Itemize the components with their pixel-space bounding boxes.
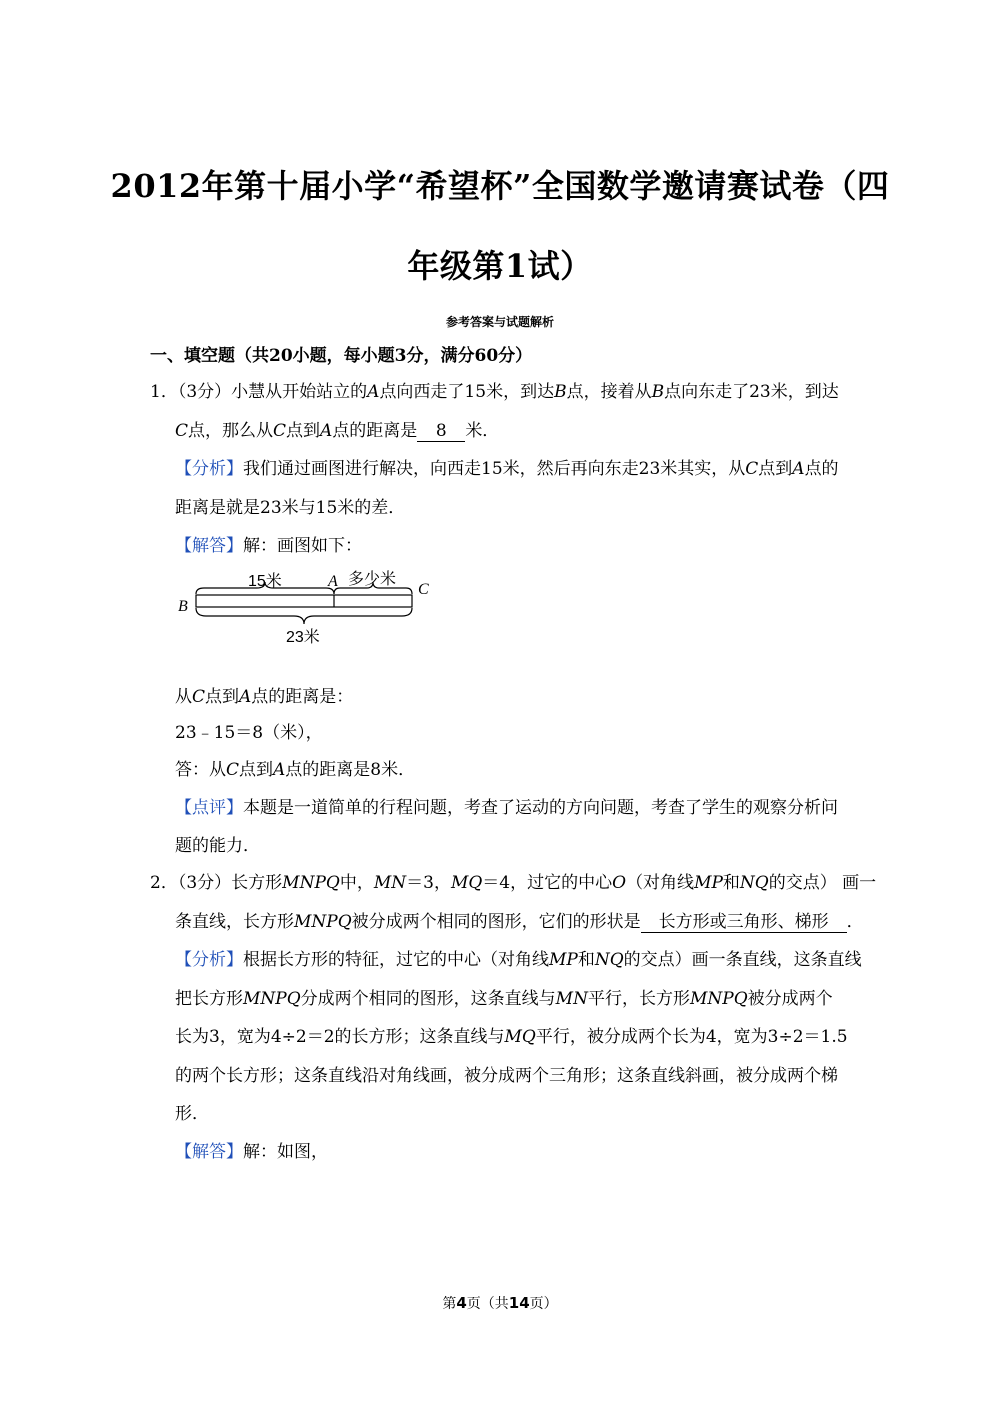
q2-analysis-line-1 [175,948,862,972]
q2-solution-line [175,1140,328,1164]
q2-text: 被分成两个相同的图形，它们的形状是 [351,912,641,932]
diagonal-nq-var: NQ [739,873,769,893]
q1-comment-line-2: 题的能力． [175,836,260,856]
q2-text: ＝3， [406,873,451,893]
section-heading: 一、填空题（共20小题，每小题3分，满分60分） [150,346,533,366]
label-c: C [418,581,429,598]
point-a-var: A [273,760,286,780]
point-a-var: A [239,687,252,707]
label-a: A [328,573,338,590]
q1-text: 米． [465,421,500,441]
q1-text: 小慧从开始站立的 [231,382,368,402]
point-c-var: C [175,421,189,441]
q2-analysis-line-3 [175,1025,848,1049]
q2-text: 被分成两个 [747,989,833,1009]
q2-text: ． [846,912,864,932]
diagonal-mp-var: MP [549,950,578,970]
q2-text: 和 [722,873,740,893]
analysis-tag: 【分析】 [175,459,243,479]
q1-text: 点到 [239,760,274,780]
q1-text: 解：画图如下： [243,536,362,556]
center-o-var: O [612,873,627,893]
point-c-var: C [273,421,287,441]
point-b-var: B [651,382,665,402]
q1-analysis-line-1 [175,457,839,481]
q2-stem-line-1 [150,871,876,895]
q2-text: 解：如图， [243,1142,328,1162]
page-footer [0,1294,1000,1313]
point-a-var: A [792,459,805,479]
point-a-var: A [320,421,333,441]
q1-step-2: 23﹣15＝8（米）， [175,723,323,743]
diagonal-nq-var: NQ [594,950,624,970]
q2-text: （对角线 [626,873,695,893]
q2-answer-blank: 长方形或三角形、梯形 [641,912,847,933]
q2-text: 长方形 [231,873,283,893]
point-c-var: C [192,687,206,707]
side-mn-var: MN [373,873,407,893]
footer-text: 页（共 [466,1296,509,1312]
point-c-var: C [745,459,759,479]
label-15m: 15米 [248,573,282,590]
q1-text: 我们通过画图进行解决，向西走15米，然后再向东走23米其实，从 [243,459,746,479]
q1-text: 答：从 [175,760,226,780]
label-b: B [178,598,188,615]
q2-text: 和 [577,950,595,970]
rect-mnpq-var: MNPQ [282,873,340,893]
q2-text: 中， [339,873,374,893]
brace-23m [196,608,412,624]
q1-text: 点到 [205,687,240,707]
current-page-number: 4 [456,1294,467,1312]
q1-text: 点到 [286,421,321,441]
q2-text: 根据长方形的特征，过它的中心（对角线 [243,950,549,970]
point-b-var: B [554,382,567,402]
q1-text: 点的距离是 [332,421,418,441]
q1-step-1 [175,685,353,709]
side-mq-var: MQ [504,1027,536,1047]
q1-text: 点的距离是8米． [285,760,416,780]
point-a-var: A [367,382,380,402]
q1-number: 1． [150,382,178,402]
rect-mnpq-var: MNPQ [243,989,301,1009]
q1-analysis-line-2: 距离是就是23米与15米的差． [175,498,406,518]
diagonal-mp-var: MP [694,873,723,893]
total-pages: 14 [508,1294,530,1312]
q1-comment-line-1 [175,796,838,820]
q2-text: 分成两个相同的图形，这条直线与 [300,989,556,1009]
q1-text: 点，那么从 [188,421,274,441]
q1-text: 点的 [804,459,839,479]
q2-text: 长为3，宽为4÷2＝2的长方形；这条直线与 [175,1027,505,1047]
q1-text: 点到 [758,459,793,479]
q1-answer-blank: 8 [417,421,465,442]
solution-tag: 【解答】 [175,1142,243,1162]
q2-analysis-line-5: 形． [175,1104,209,1124]
q1-text: 点向西走了15米，到达 [379,382,555,402]
q2-text: 平行，被分成两个长为4，宽为3÷2＝1.5 [535,1027,848,1047]
q1-solution-line [175,534,362,558]
q2-text: 条直线，长方形 [175,912,294,932]
point-c-var: C [226,760,240,780]
rect-mnpq-var: MNPQ [294,912,352,932]
q2-text: 的交点）画一条直线，这条直线 [623,950,862,970]
distance-diagram [172,562,442,652]
q2-text: 把长方形 [175,989,243,1009]
q2-text: 平行，长方形 [587,989,690,1009]
rect-mnpq-var: MNPQ [689,989,748,1009]
side-mq-var: MQ [450,873,483,893]
q2-analysis-line-2 [175,987,833,1011]
analysis-tag: 【分析】 [175,950,243,970]
q1-text: 点向东走了23米，到达 [664,382,839,402]
side-mn-var: MN [555,989,588,1009]
q1-text: 从 [175,687,192,707]
q1-stem-line-1 [150,380,839,404]
document-title-line-2: 年级第1试） [407,247,593,285]
document-subtitle: 参考答案与试题解析 [445,315,554,329]
q2-text: ＝4，过它的中心 [482,873,613,893]
comment-tag: 【点评】 [175,798,243,818]
footer-text: 页） [529,1296,558,1312]
q2-stem-line-2 [175,910,864,934]
q2-number: 2． [150,873,178,893]
solution-tag: 【解答】 [175,536,243,556]
label-unknown: 多少米 [348,571,397,588]
q2-text: 的交点） 画一 [768,873,877,893]
q1-text: 本题是一道简单的行程问题，考查了运动的方向问题，考查了学生的观察分析问 [243,798,838,818]
q2-analysis-line-4: 的两个长方形；这条直线沿对角线画，被分成两个三角形；这条直线斜画，被分成两个梯 [175,1066,838,1086]
label-23m: 23米 [286,629,320,646]
q2-score: （3分） [177,873,232,893]
q1-text: 点，接着从 [566,382,652,402]
path-bar [196,595,412,607]
footer-text: 第 [442,1296,457,1312]
document-title-line-1: 2012年第十届小学“希望杯”全国数学邀请赛试卷（四 [110,167,890,205]
q1-stem-line-2 [175,419,499,443]
q1-step-3 [175,758,415,782]
q1-score: （3分） [177,382,232,402]
q1-text: 点的距离是： [251,687,354,707]
